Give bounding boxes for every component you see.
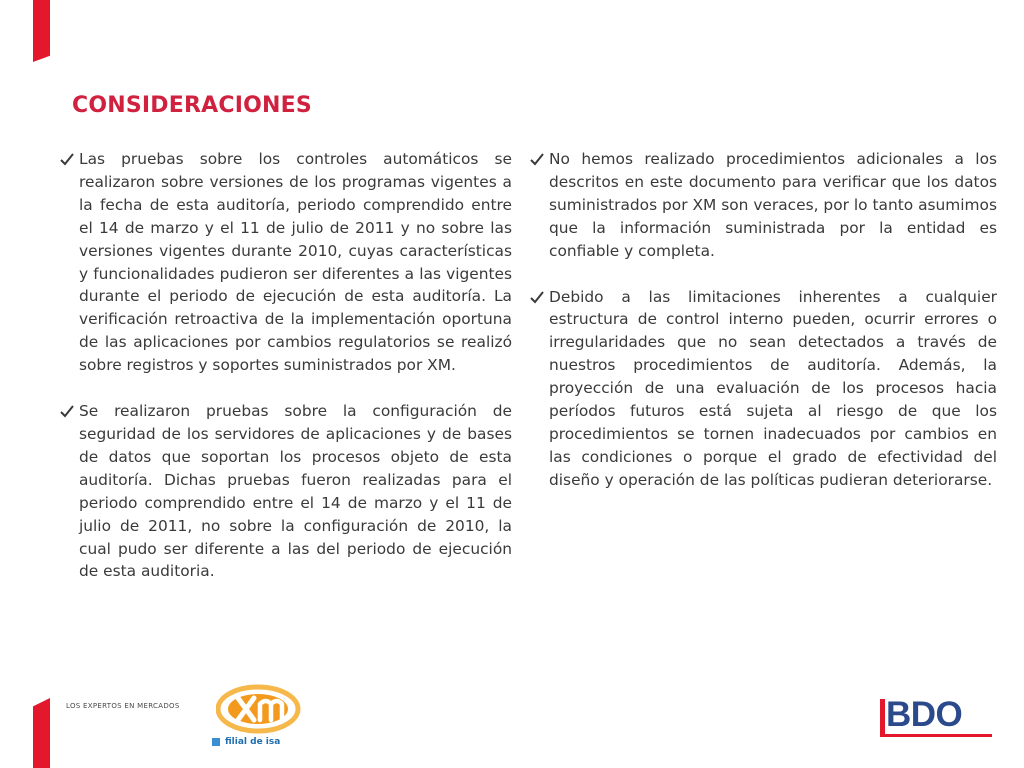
xm-logo	[66, 680, 306, 750]
bullet-item	[60, 400, 512, 583]
xm-subtitle-text: filial de isa	[225, 737, 281, 747]
check-icon	[60, 400, 76, 418]
bullet-text: Debido a las limitaciones inherentes a cualquier estructura de control interno pueden, ocurrir errores o irregularidades que no sean detectados a través de nuestros procedimientos de auditoría. Además, la proyección de una evaluación de los procesos hacia períodos futuros está sujeta al riesgo de que los procedimientos se tornen inadecuados por cambios en las condiciones o porque el grado de efectividad del diseño y operación de las políticas pudieran deteriorarse.	[549, 287, 997, 489]
bullet-text: No hemos realizado procedimientos adicionales a los descritos en este documento para verificar que los datos suministrados por XM son veraces, por lo tanto asumimos que la información suministrada por la entidad es confiable y completa.	[549, 150, 997, 260]
check-icon	[60, 148, 76, 166]
check-icon	[530, 286, 546, 304]
bullet-item	[530, 148, 997, 263]
bdo-logo-text: BDO	[886, 695, 963, 734]
accent-bar-top	[33, 0, 50, 62]
bullet-item	[60, 148, 512, 377]
xm-subtitle	[212, 737, 280, 747]
xm-tagline: LOS EXPERTOS EN MERCADOS	[66, 702, 180, 710]
bdo-logo	[880, 695, 992, 741]
bullet-text: Se realizaron pruebas sobre la configuración de seguridad de los servidores de aplicaciones y de bases de datos que soportan los procesos objeto de esta auditoría. Dichas pruebas fueron realizadas para el periodo comprendido entre el 14 de marzo y el 11 de julio de 2011, no sobre la configuración de 2010, la cual pudo ser diferente a las del periodo de ejecución de esta auditoria.	[79, 402, 512, 581]
left-column	[60, 148, 512, 606]
square-icon	[212, 738, 220, 746]
right-column	[530, 148, 997, 515]
xm-mark-icon	[216, 684, 301, 734]
check-icon	[530, 148, 546, 166]
bullet-item	[530, 286, 997, 492]
bdo-logo-bar	[880, 699, 885, 737]
bullet-text: Las pruebas sobre los controles automáticos se realizaron sobre versiones de los programas vigentes a la fecha de esta auditoría, periodo comprendido entre el 14 de marzo y el 11 de julio de 2011 y no sobre las versiones vigentes durante 2010, cuyas características y funcionalidades pudieron ser diferentes a las vigentes durante el periodo de ejecución de esta auditoría. La verificación retroactiva de la implementación oportuna de las aplicaciones por cambios regulatorios se realizó sobre registros y soportes suministrados por XM.	[79, 150, 512, 375]
bdo-logo-underline	[880, 734, 992, 737]
accent-bar-bottom	[33, 698, 50, 768]
slide-title: CONSIDERACIONES	[72, 93, 312, 118]
